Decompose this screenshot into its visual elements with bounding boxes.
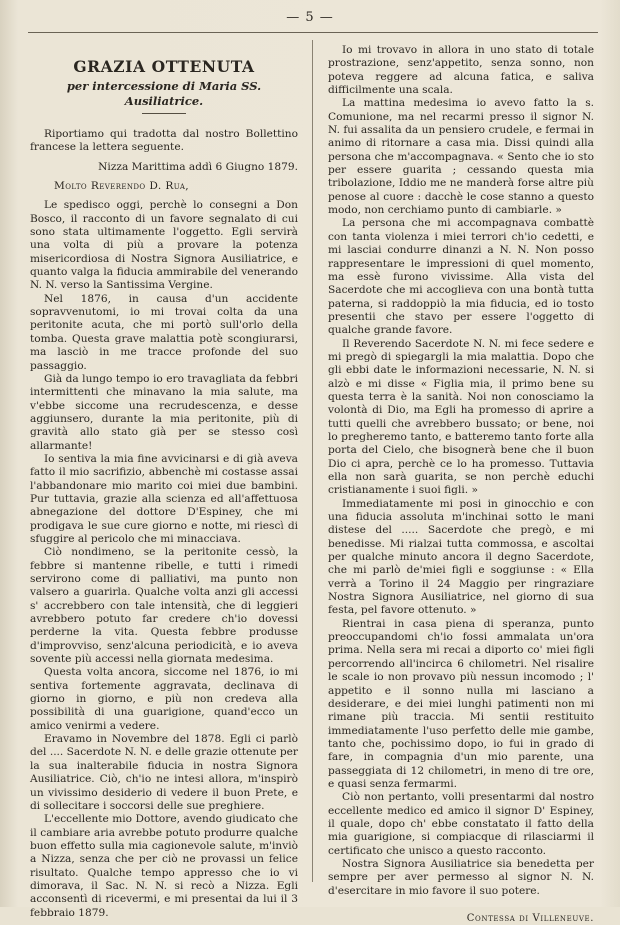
letter-salutation: Molto Reverendo D. Rua, xyxy=(54,180,190,193)
body-paragraph: L'eccellente mio Dottore, avendo giudicato che il cambiare aria avrebbe potuto produrre qualche buon effetto sulla mia cagionevole salute, m'inviò a Nizza, senza che per ciò ne provassi un felice risultato. Qualche tempo appresso che io vi dimorava, il Sac. N. N. si recò a Nizza. Egli acconsentì di ricevermi, e mi presentai da lui il 3 febbraio 1879. xyxy=(30,813,298,919)
title-rule xyxy=(142,113,186,114)
body-paragraph: Già da lungo tempo io ero travagliata da febbri intermittenti che minavano la mia salute, ma v'ebbe siccome una recrudescenza, e desse aggiunsero, durante la mia peritonite, più di gravità allo stato già per se stesso così allarmante! xyxy=(30,372,298,452)
intro-paragraph: Riportiamo qui tradotta dal nostro Bollettino francese la lettera seguente. xyxy=(30,128,298,154)
right-column xyxy=(328,44,594,925)
letter-signature: Contessa di Villeneuve. xyxy=(466,913,594,924)
body-paragraph: La persona che mi accompagnava combattè con tanta violenza i miei terrori ch'io cedetti, e mi lasciai condurre dinanzi a N. N. Non posso rappresentare le impressioni di quel momento, ma essè furono vivissime. Alla vista del Sacerdote che mi accoglieva con una bontà tutta paterna, si raddoppiò la mia fiducia, ed io tosto presentii che stavo per essere l'oggetto di qualche grande favore. xyxy=(328,217,594,337)
left-column xyxy=(30,44,298,920)
body-paragraph: Rientrai in casa piena di speranza, punto preoccupandomi ch'io fossi ammalata un'ora prima. Nella sera mi recai a diporto co' miei figli percorrendo all'incirca 6 chilometri. Nel risalire le scale io non provavo più nessun incomodo ; l' appetito e il sonno nulla mi lasciano a desiderare, e dei miei lunghi patimenti non mi rimane più traccia. Mi sentii restituito immediatamente l'uso perfetto delle mie gambe, tanto che, pochissimo dopo, io fui in grado di fare, in compagnia d'un mio parente, una passeggiata di 12 chilometri, in meno di tre ore, e quasi senza fermarmi. xyxy=(328,617,594,790)
body-paragraph: Il Reverendo Sacerdote N. N. mi fece sedere e mi pregò di spiegargli la mia malattia. Dopo che gli ebbi date le informazioni necessarie, N. N. si alzò e mi disse « Figlia mia, il primo bene su questa terra è la sanità. Noi non conosciamo la volontà di Dio, ma Egli ha promesso di aprire a tutti quelli che avrebbero bussato; or bene, noi lo pregheremo tanto, e batteremo tanto forte alla porta del Cielo, che bisognerà bene che il buon Dio ci apra, perchè ce lo ha promesso. Tuttavia ella non sarà guarita, se non perchè educhi cristianamente i suoi figli. » xyxy=(328,337,594,497)
body-paragraph: Le spedisco oggi, perchè lo consegni a Don Bosco, il racconto di un favore segnalato di cui sono stata ultimamente l'oggetto. Egli servirà una volta di più a provare la potenza misericordiosa di Nostra Signora Ausiliatrice, e quanto valga la fiducia ammirabile del venerando N. N. verso la Santissima Vergine. xyxy=(30,199,298,292)
body-paragraph: Nel 1876, in causa d'un accidente sopravvenutomi, io mi trovai colta da una peritonite acuta, che mi portò sull'orlo della tomba. Questa grave malattia potè scongiurarsi, ma lasciò in me tracce profonde del suo passaggio. xyxy=(30,292,298,372)
body-paragraph: Ciò nondimeno, se la peritonite cessò, la febbre si mantenne ribelle, e tutti i rimedi servirono come di palliativi, ma punto non valsero a guarirla. Qualche volta anzi gli accessi s' accrebbero con tale intensità, che di leggieri avrebbero potuto far credere ch'io dovessi perderne la vita. Questa febbre produsse d'improvviso, senz'alcuna periodicità, e io aveva sovente più accessi nella giornata medesima. xyxy=(30,546,298,666)
header-rule xyxy=(28,32,598,33)
body-paragraph: Ciò non pertanto, volli presentarmi dal nostro eccellente medico ed amico il signor D' Espiney, il quale, dopo ch' ebbe constatato il fatto della mia guarigione, si compiacque di rilasciarmi il certificato che unisco a questo racconto. xyxy=(328,791,594,857)
body-paragraph: Immediatamente mi posi in ginocchio e con una fiducia assoluta m'inchinai sotto le mani distese del ..... Sacerdote che pregò, e mi benedisse. Mi rialzai tutta commossa, e ascoltai per qualche minuto ancora il degno Sacerdote, che mi parlò de'miei figli e soggiunse : « Ella verrà a Torino il 24 Maggio per ringraziare Nostra Signora Ausiliatrice, nel giorno di sua festa, pel favore ottenuto. » xyxy=(328,497,594,617)
column-divider xyxy=(312,40,313,882)
page-number: — 5 — xyxy=(286,10,334,25)
body-paragraph: La mattina medesima io avevo fatto la s. Comunione, ma nel recarmi presso il signor N. N. fui assalita da un pensiero crudele, e fermai in animo di ritornare a casa mia. Dissi quindi alla persona che m'accompagnava. « Sento che io sto per essere guarita ; cessando questa mia tribolazione, Iddio me ne manderà forse altre più penose al cuore : dacchè le cose stanno a questo modo, non cerchiamo punto di cambiarle. » xyxy=(328,97,594,217)
body-paragraph: Questa volta ancora, siccome nel 1876, io mi sentiva fortemente aggravata, declinava di giorno in giorno, e più non credeva alla possibilità di una guarigione, quand'ecco un amico venirmi a vedere. xyxy=(30,666,298,732)
article-title: GRAZIA OTTENUTA xyxy=(73,57,255,76)
body-paragraph: Eravamo in Novembre del 1878. Egli ci parlò del .... Sacerdote N. N. e delle grazie ottenute per la sua inalterabile fiducia in nostra Signora Ausiliatrice. Ciò, ch'io ne intesi allora, m'inspirò un vivissimo desiderio di vedere il buon Prete, e di sollecitare i soccorsi delle sue preghiere. xyxy=(30,733,298,812)
body-paragraph: Nostra Signora Ausiliatrice sia benedetta per sempre per aver permesso al signor N. N. d'esercitare in mio favore il suo potere. xyxy=(328,857,594,897)
article-subtitle: per intercessione di Maria SS. Ausiliatrice. xyxy=(66,79,262,108)
letter-dateline: Nizza Marittima addì 6 Giugno 1879. xyxy=(98,160,298,173)
body-paragraph: Io mi trovavo in allora in uno stato di totale prostrazione, senz'appetito, senza sonno, non poteva reggere ad alcuna fatica, e saliva difficilmente una scala. xyxy=(328,44,594,97)
body-paragraph: Io sentiva la mia fine avvicinarsi e di già aveva fatto il mio sacrifizio, abbenchè mi costasse assai l'abbandonare mio marito coi miei due bambini. Pur tuttavia, grazie alla scienza ed all'affettuosa abnegazione del dottore D'Espiney, che mi prodigava le sue cure giorno e notte, mi riescì di sfuggire al pericolo che mi minacciava. xyxy=(30,452,298,545)
